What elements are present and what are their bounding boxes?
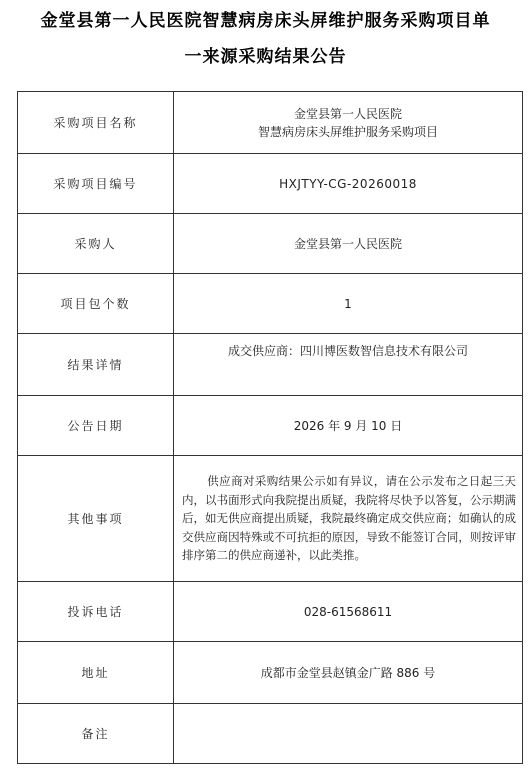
announcement-date-value: 2026 年 9 月 10 日 xyxy=(174,396,523,456)
procurement-result-table xyxy=(17,91,523,764)
announcement-date-label: 公告日期 xyxy=(18,396,174,456)
result-details-value: 成交供应商：四川博医数智信息技术有限公司 xyxy=(174,334,523,396)
table-row-purchaser xyxy=(18,214,523,274)
table-row-announcement-date xyxy=(18,396,523,456)
complaint-phone-value: 028-61568611 xyxy=(174,582,523,642)
notice-title-line2: 一来源采购结果公告 xyxy=(184,47,347,67)
package-count-label: 项目包个数 xyxy=(18,274,174,334)
table-row-package-count xyxy=(18,274,523,334)
project-number-label: 采购项目编号 xyxy=(18,154,174,214)
other-matters-label: 其他事项 xyxy=(18,456,174,582)
other-matters-value: 供应商对采购结果公示如有异议，请在公示发布之日起三天内，以书面形式向我院提出质疑，我院将尽快予以答复，公示期满后，如无供应商提出质疑，我院最终确定成交供应商；如确认的成交供应商因特殊或不可抗拒的原因，导致不能签订合同，则按评审排序第二的供应商递补，以此类推。 xyxy=(174,456,523,582)
project-name-value-line2: 智慧病房床头屏维护服务采购项目 xyxy=(257,124,438,139)
table-row-project-name xyxy=(18,92,523,154)
project-name-value xyxy=(174,92,523,154)
table-row-project-number xyxy=(18,154,523,214)
table-row-other-matters xyxy=(18,456,523,582)
purchaser-value: 金堂县第一人民医院 xyxy=(174,214,523,274)
result-details-label: 结果详情 xyxy=(18,334,174,396)
complaint-phone-label: 投诉电话 xyxy=(18,582,174,642)
address-label: 地址 xyxy=(18,642,174,704)
table-row-remarks xyxy=(18,704,523,764)
project-name-label: 采购项目名称 xyxy=(18,92,174,154)
address-value: 成都市金堂县赵镇金广路 886 号 xyxy=(174,642,523,704)
project-name-value-line1: 金堂县第一人民医院 xyxy=(293,106,402,121)
remarks-label: 备注 xyxy=(18,704,174,764)
project-number-value: HXJTYY-CG-20260018 xyxy=(174,154,523,214)
remarks-value xyxy=(174,704,523,764)
package-count-value: 1 xyxy=(174,274,523,334)
purchaser-label: 采购人 xyxy=(18,214,174,274)
table-row-address xyxy=(18,642,523,704)
table-row-complaint-phone xyxy=(18,582,523,642)
notice-title-line1: 金堂县第一人民医院智慧病房床头屏维护服务采购项目单 xyxy=(40,11,491,31)
table-row-result-details xyxy=(18,334,523,396)
